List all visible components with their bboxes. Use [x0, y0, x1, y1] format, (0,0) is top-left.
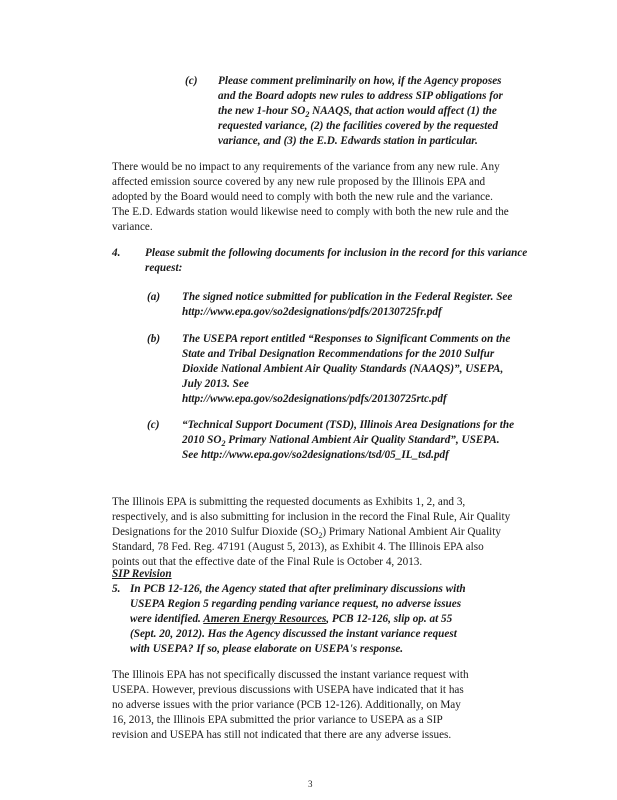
q3c-line: the new 1-hour $SO_2$ NAAQS, that action would affect (1) the: [218, 105, 497, 120]
item-label-4c: (c): [147, 419, 160, 431]
item-label-4b: (b): [147, 333, 161, 345]
q3c-line: Please comment preliminarily on how, if the Agency proposes: [218, 75, 502, 87]
item-4b-line: July 2013. See: [182, 378, 249, 390]
answer-line: Designations for the 2010 Sulfur Dioxide $(SO_2)$ Primary National Ambient Air Quality: [112, 526, 501, 541]
item-4b-line: State and Tribal Designation Recommendations for the 2010 Sulfur: [182, 348, 495, 360]
item-4b-line: Dioxide National Ambient Air Quality Standards (NAAQS)”, USEPA,: [182, 363, 504, 375]
fr-notice-link[interactable]: http://www.epa.gov/so2designations/pdfs/20130725fr.pdf: [182, 306, 442, 318]
item-4b-line: The USEPA report entitled “Responses to Significant Comments on the: [182, 333, 511, 345]
answer-line: The E.D. Edwards station would likewise need to comply with both the new rule and the: [112, 206, 509, 218]
item-4a-line: The signed notice submitted for publication in the Federal Register. See: [182, 291, 513, 303]
item-4c: [182, 418, 552, 463]
answer-line: There would be no impact to any requirements of the variance from any new rule. Any: [112, 161, 500, 173]
q4-line: Please submit the following documents for inclusion in the record for this variance: [145, 247, 528, 259]
question-3c: [218, 74, 548, 149]
tsd-link[interactable]: http://www.epa.gov/so2designations/tsd/05_IL_tsd.pdf: [200, 449, 449, 461]
answer-line: revision and USEPA has still not indicated that there are any adverse issues.: [112, 729, 452, 741]
item-number-5: 5.: [112, 583, 121, 595]
answer-line: The Illinois EPA is submitting the requested documents as Exhibits 1, 2, and 3,: [112, 496, 466, 508]
item-label-3c: (c): [185, 75, 198, 87]
page-number: 3: [308, 779, 313, 789]
rtc-report-link[interactable]: http://www.epa.gov/so2designations/pdfs/20130725rtc.pdf: [182, 393, 447, 405]
answer-line: The Illinois EPA has not specifically discussed the instant variance request with: [112, 669, 469, 681]
question-5: [130, 582, 555, 657]
q3c-line: variance, and (3) the E.D. Edwards station in particular.: [218, 135, 478, 147]
q3c-line: requested variance, (2) the facilities covered by the requested: [218, 120, 498, 132]
q5-line: (Sept. 20, 2012). Has the Agency discussed the instant variance request: [130, 628, 457, 640]
answer-3c: [112, 160, 552, 235]
case-citation: Ameren Energy Resources: [203, 613, 327, 625]
answer-line: Standard, 78 Fed. Reg. 47191 (August 5, 2013), as Exhibit 4. The Illinois EPA also: [112, 541, 484, 553]
item-number-4: 4.: [112, 247, 121, 259]
q5-line: with USEPA? If so, please elaborate on USEPA's response.: [130, 643, 404, 655]
q5-line: USEPA Region 5 regarding pending variance request, no adverse issues: [130, 598, 462, 610]
item-4b: [182, 332, 552, 407]
answer-line: respectively, and is also submitting for inclusion in the record the Final Rule, Air Quality: [112, 511, 511, 523]
item-4a: [182, 290, 552, 320]
q5-line: In PCB 12-126, the Agency stated that after preliminary discussions with: [130, 583, 466, 595]
answer-line: adopted by the Board would need to comply with both the new rule and the variance.: [112, 191, 493, 203]
answer-line: USEPA. However, previous discussions with USEPA have indicated that it has: [112, 684, 464, 696]
item-4c-line: “Technical Support Document (TSD), Illinois Area Designations for the: [182, 419, 515, 431]
item-label-4a: (a): [147, 291, 161, 303]
item-4c-line: See http://www.epa.gov/so2designations/tsd/05_IL_tsd.pdf: [182, 449, 449, 461]
answer-4: [112, 495, 552, 570]
answer-line: points out that the effective date of the Final Rule is October 4, 2013.: [112, 556, 423, 568]
q5-line: were identified. Ameren Energy Resources, PCB 12-126, slip op. at 55: [130, 613, 453, 625]
answer-line: variance.: [112, 221, 153, 233]
q4-line: request:: [145, 262, 183, 274]
question-4: [145, 246, 555, 276]
q3c-line: and the Board adopts new rules to address SIP obligations for: [218, 90, 503, 102]
answer-line: affected emission source covered by any new rule proposed by the Illinois EPA and: [112, 176, 486, 188]
item-4c-line: 2010 $SO_2$ Primary National Ambient Air Quality Standard”, USEPA.: [182, 434, 500, 449]
answer-line: 16, 2013, the Illinois EPA submitted the prior variance to USEPA as a SIP: [112, 714, 443, 726]
answer-5: [112, 668, 552, 743]
section-heading-sip-revision: SIP Revision: [112, 568, 172, 580]
answer-line: no adverse issues with the prior variance (PCB 12-126). Additionally, on May: [112, 699, 461, 711]
